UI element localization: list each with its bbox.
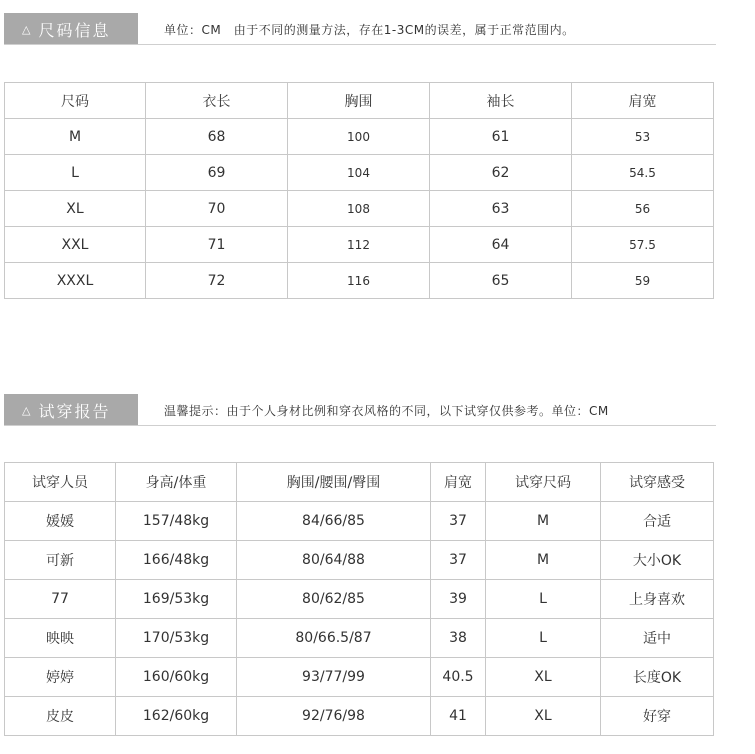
- sleeve-cell: 62: [430, 155, 572, 191]
- table-row: [5, 502, 714, 541]
- feedback-cell: 大小OK: [601, 541, 714, 580]
- measurements-cell: 93/77/99: [237, 658, 431, 697]
- size-table-header-row: [5, 83, 714, 119]
- trial-size-cell: XL: [486, 697, 601, 736]
- length-cell: 70: [146, 191, 288, 227]
- length-cell: 68: [146, 119, 288, 155]
- feedback-cell: 适中: [601, 619, 714, 658]
- chest-cell: 112: [288, 227, 430, 263]
- size-header-cell: 袖长: [430, 83, 572, 119]
- measurements-cell: 80/62/85: [237, 580, 431, 619]
- table-row: [5, 263, 714, 299]
- size-header-cell: 衣长: [146, 83, 288, 119]
- tester-name-cell: 皮皮: [5, 697, 116, 736]
- trial-header-cell: 肩宽: [431, 463, 486, 502]
- chest-cell: 100: [288, 119, 430, 155]
- size-header-cell: 肩宽: [572, 83, 714, 119]
- tester-name-cell: 婷婷: [5, 658, 116, 697]
- trial-size-cell: L: [486, 580, 601, 619]
- tester-name-cell: 媛媛: [5, 502, 116, 541]
- table-row: [5, 155, 714, 191]
- size-cell: XXL: [5, 227, 146, 263]
- triangle-icon: △: [22, 22, 31, 36]
- table-row: [5, 658, 714, 697]
- shoulder-cell: 37: [431, 502, 486, 541]
- size-table: [4, 82, 714, 299]
- height-weight-cell: 166/48kg: [116, 541, 237, 580]
- height-weight-cell: 157/48kg: [116, 502, 237, 541]
- feedback-cell: 上身喜欢: [601, 580, 714, 619]
- size-cell: XL: [5, 191, 146, 227]
- length-cell: 69: [146, 155, 288, 191]
- tester-name-cell: 77: [5, 580, 116, 619]
- trial-header-cell: 试穿人员: [5, 463, 116, 502]
- header-divider: [4, 44, 716, 45]
- length-cell: 72: [146, 263, 288, 299]
- trial-report-title: 试穿报告: [38, 401, 111, 421]
- sleeve-cell: 64: [430, 227, 572, 263]
- shoulder-cell: 59: [572, 263, 714, 299]
- length-cell: 71: [146, 227, 288, 263]
- height-weight-cell: 162/60kg: [116, 697, 237, 736]
- trial-size-cell: M: [486, 541, 601, 580]
- trial-header-cell: 试穿尺码: [486, 463, 601, 502]
- height-weight-cell: 160/60kg: [116, 658, 237, 697]
- measurements-cell: 92/76/98: [237, 697, 431, 736]
- shoulder-cell: 41: [431, 697, 486, 736]
- shoulder-cell: 54.5: [572, 155, 714, 191]
- size-header-cell: 胸围: [288, 83, 430, 119]
- size-info-title: 尺码信息: [38, 20, 111, 40]
- chest-cell: 116: [288, 263, 430, 299]
- tester-name-cell: 映映: [5, 619, 116, 658]
- table-row: [5, 580, 714, 619]
- size-header-cell: 尺码: [5, 83, 146, 119]
- shoulder-cell: 56: [572, 191, 714, 227]
- height-weight-cell: 169/53kg: [116, 580, 237, 619]
- size-info-note: 单位：CM 由于不同的测量方法，存在1-3CM的误差，属于正常范围内。: [164, 23, 575, 37]
- size-cell: L: [5, 155, 146, 191]
- trial-size-cell: L: [486, 619, 601, 658]
- table-row: [5, 697, 714, 736]
- triangle-icon: △: [22, 403, 31, 417]
- feedback-cell: 合适: [601, 502, 714, 541]
- size-info-tag: [4, 13, 138, 45]
- table-row: [5, 119, 714, 155]
- measurements-cell: 80/66.5/87: [237, 619, 431, 658]
- size-info-header: [0, 13, 720, 45]
- measurements-cell: 84/66/85: [237, 502, 431, 541]
- shoulder-cell: 38: [431, 619, 486, 658]
- trial-size-cell: M: [486, 502, 601, 541]
- table-row: [5, 541, 714, 580]
- tester-name-cell: 可新: [5, 541, 116, 580]
- shoulder-cell: 57.5: [572, 227, 714, 263]
- sleeve-cell: 61: [430, 119, 572, 155]
- feedback-cell: 长度OK: [601, 658, 714, 697]
- trial-header-cell: 身高/体重: [116, 463, 237, 502]
- trial-table: [4, 462, 714, 736]
- table-row: [5, 619, 714, 658]
- trial-report-header: [0, 394, 720, 426]
- chest-cell: 108: [288, 191, 430, 227]
- trial-report-note: 温馨提示：由于个人身材比例和穿衣风格的不同，以下试穿仅供参考。单位：CM: [164, 404, 609, 418]
- table-row: [5, 227, 714, 263]
- table-row: [5, 191, 714, 227]
- feedback-cell: 好穿: [601, 697, 714, 736]
- size-cell: XXXL: [5, 263, 146, 299]
- trial-header-cell: 胸围/腰围/臀围: [237, 463, 431, 502]
- shoulder-cell: 40.5: [431, 658, 486, 697]
- shoulder-cell: 53: [572, 119, 714, 155]
- size-cell: M: [5, 119, 146, 155]
- shoulder-cell: 37: [431, 541, 486, 580]
- trial-table-header-row: [5, 463, 714, 502]
- header-divider: [4, 425, 716, 426]
- trial-header-cell: 试穿感受: [601, 463, 714, 502]
- height-weight-cell: 170/53kg: [116, 619, 237, 658]
- sleeve-cell: 63: [430, 191, 572, 227]
- chest-cell: 104: [288, 155, 430, 191]
- measurements-cell: 80/64/88: [237, 541, 431, 580]
- sleeve-cell: 65: [430, 263, 572, 299]
- trial-report-tag: [4, 394, 138, 426]
- trial-size-cell: XL: [486, 658, 601, 697]
- shoulder-cell: 39: [431, 580, 486, 619]
